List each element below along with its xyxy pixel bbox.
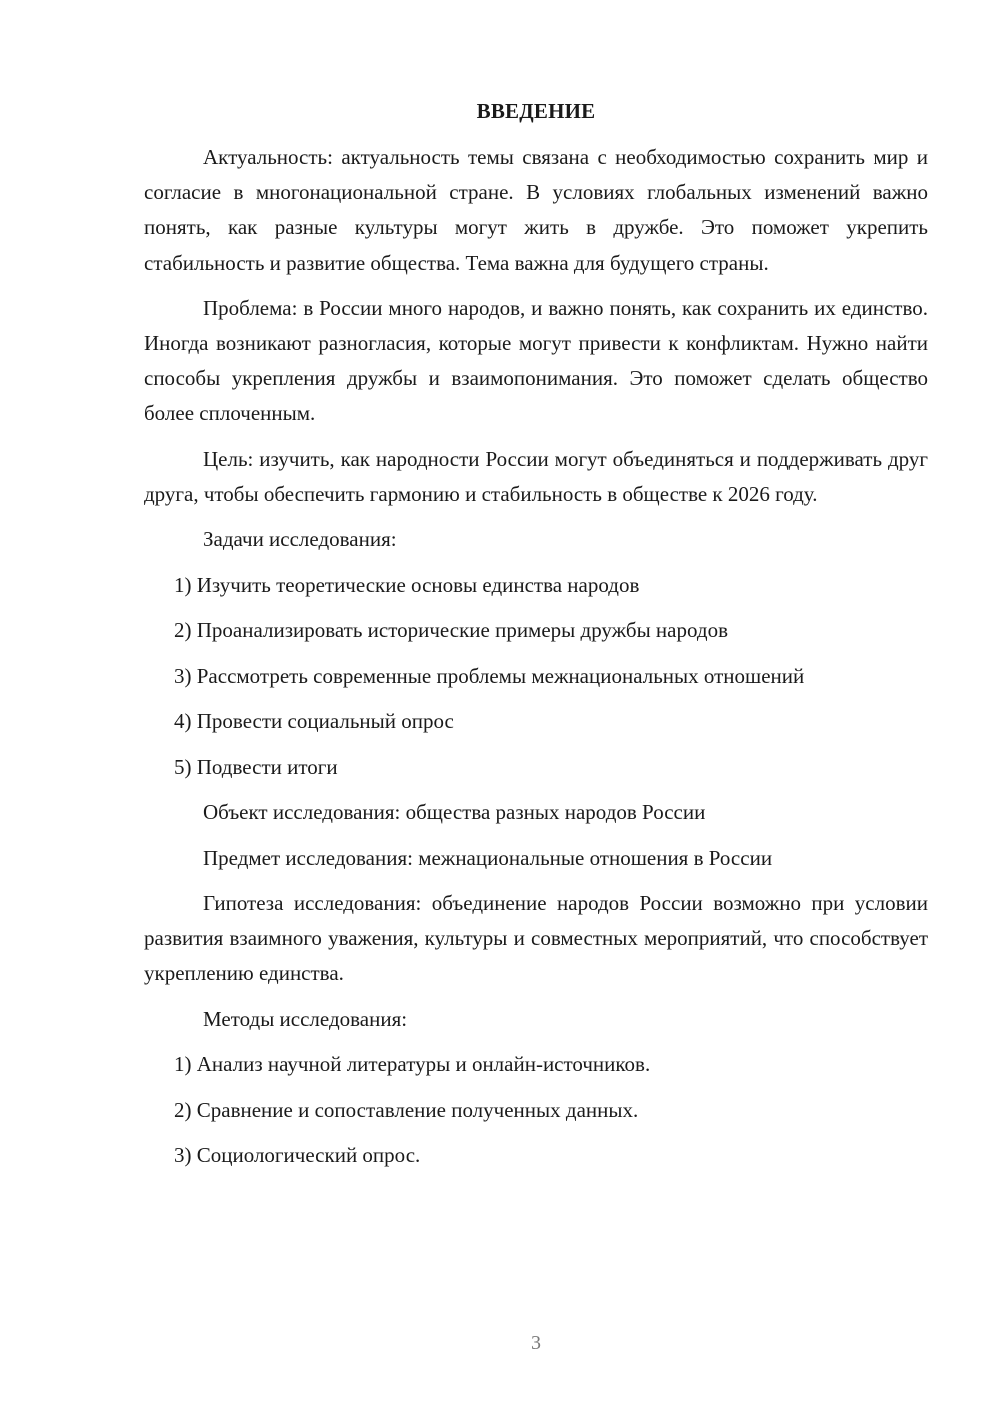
page-content (144, 96, 928, 1184)
page-number: 3 (531, 1332, 541, 1354)
methods-list (144, 1047, 928, 1174)
tasks-list (144, 568, 928, 786)
subject-paragraph: Предмет исследования: межнациональные отношения в России (203, 845, 773, 870)
relevance-paragraph: Актуальность: актуальность темы связана с необходимостью сохранить мир и согласие в многонациональной стране. В условиях глобальных изменений важно понять, как разные культуры могут жить в дружбе. Это поможет укрепить стабильность и развитие общества. Тема важна для будущего страны. (144, 145, 928, 275)
list-item: 5) Подвести итоги (174, 754, 338, 779)
problem-paragraph: Проблема: в России много народов, и важно понять, как сохранить их единство. Иногда возникают разногласия, которые могут привести к конфликтам. Нужно найти способы укрепления дружбы и взаимопонимания. Это поможет сделать общество более сплоченным. (144, 295, 928, 426)
tasks-heading: Задачи исследования: (203, 527, 397, 552)
list-item: 2) Сравнение и сопоставление полученных данных. (174, 1097, 639, 1122)
list-item: 1) Изучить теоретические основы единства народов (174, 572, 640, 597)
hypothesis-paragraph: Гипотеза исследования: объединение народов России возможно при условии развития взаимного уважения, культуры и совместных мероприятий, что способствует укреплению единства. (144, 891, 928, 986)
list-item: 3) Рассмотреть современные проблемы межнациональных отношений (174, 663, 805, 688)
list-item: 1) Анализ научной литературы и онлайн-источников. (174, 1052, 651, 1077)
list-item: 2) Проанализировать исторические примеры дружбы народов (174, 618, 728, 643)
goal-paragraph: Цель: изучить, как народности России могут объединяться и поддерживать друг друга, чтобы обеспечить гармонию и стабильность в обществе к 2026 году. (144, 446, 928, 506)
list-item: 3) Социологический опрос. (174, 1143, 421, 1168)
methods-heading: Методы исследования: (203, 1006, 408, 1031)
page-title: ВВЕДЕНИЕ (476, 99, 596, 123)
object-paragraph: Объект исследования: общества разных народов России (203, 800, 706, 825)
list-item: 4) Провести социальный опрос (174, 709, 454, 734)
